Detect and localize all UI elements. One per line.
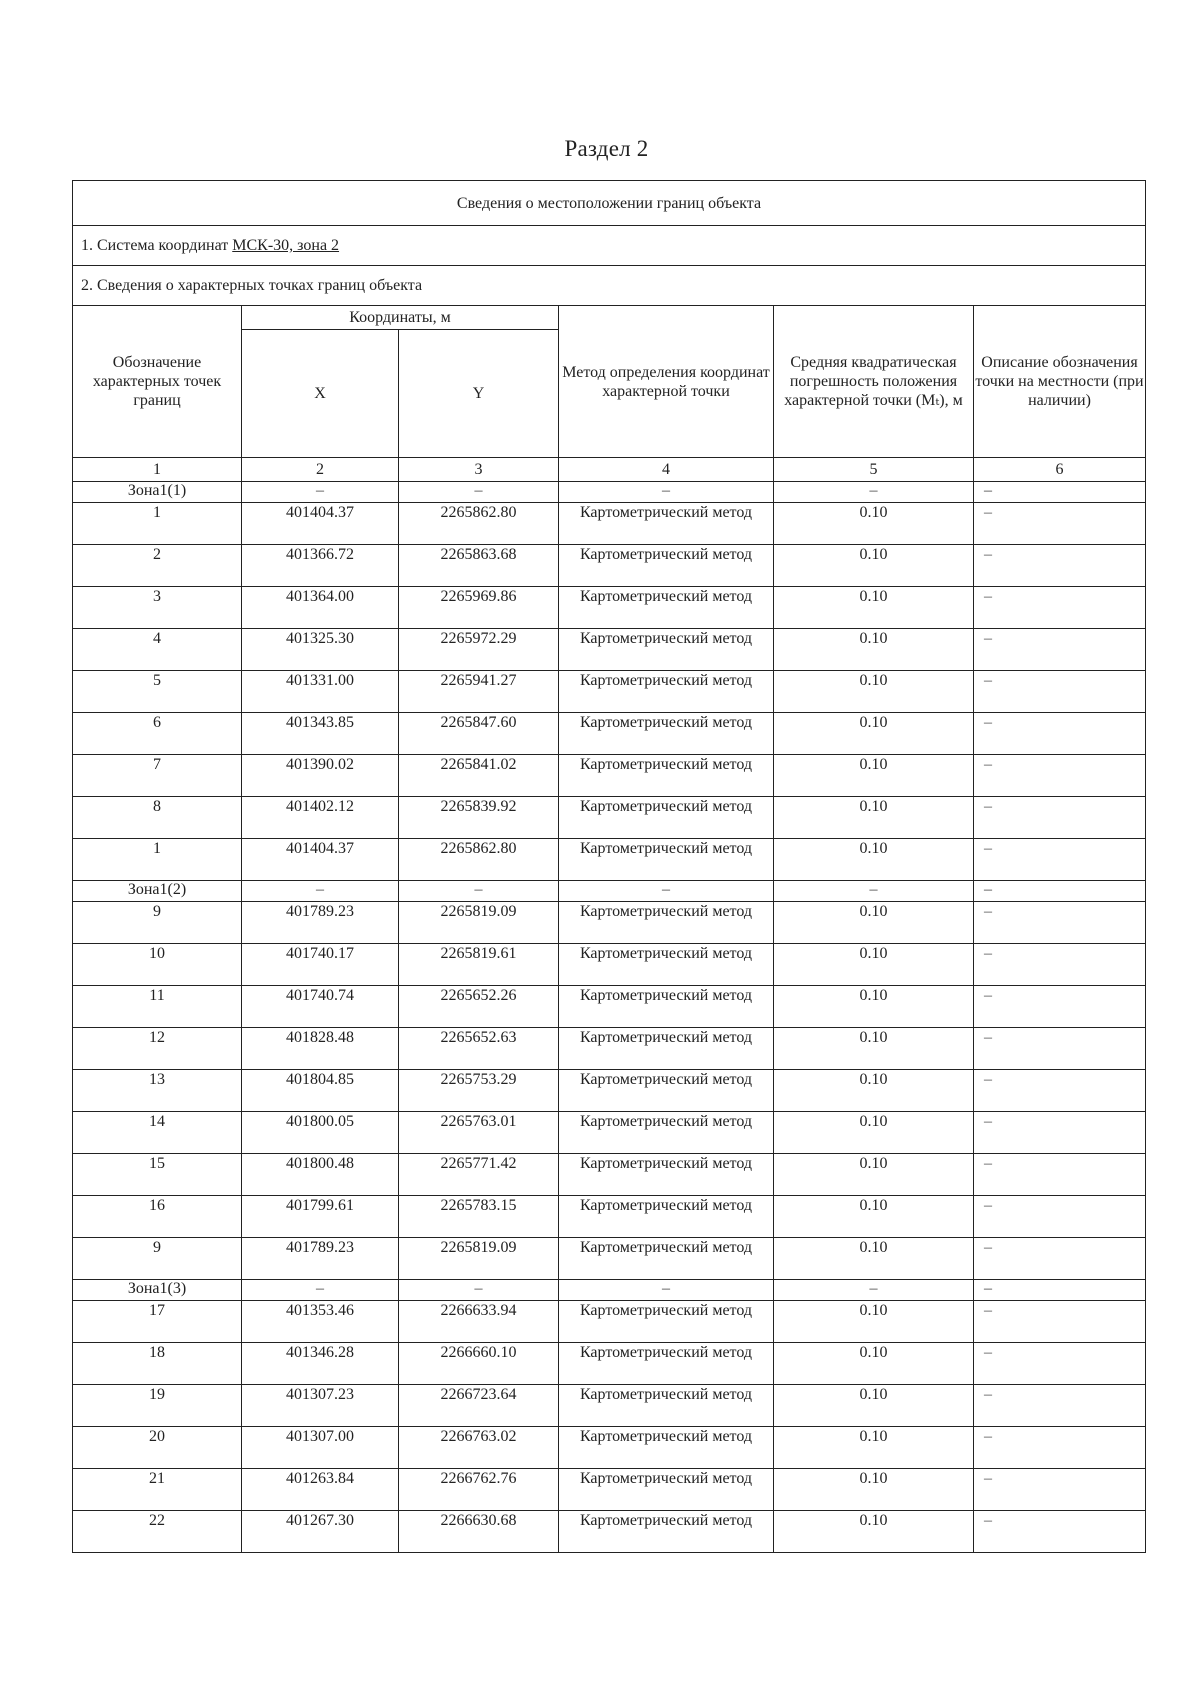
table-row <box>73 986 1146 1028</box>
x-coordinate: 401307.00 <box>242 1427 399 1469</box>
table-row <box>73 1511 1146 1553</box>
description: – <box>974 587 1146 629</box>
method-text: Картометрический метод <box>579 756 753 773</box>
y-coordinate: 2265841.02 <box>399 755 559 797</box>
point-number: 6 <box>73 713 242 755</box>
table-row <box>73 545 1146 587</box>
description: – <box>974 944 1146 986</box>
x-coordinate: 401263.84 <box>242 1469 399 1511</box>
coord-system-row <box>73 226 1146 266</box>
zone-dash: – <box>559 482 774 503</box>
y-coordinate: 2265763.01 <box>399 1112 559 1154</box>
x-coordinate: 401740.74 <box>242 986 399 1028</box>
x-coordinate: 401799.61 <box>242 1196 399 1238</box>
method-cell <box>559 1385 774 1427</box>
method-text: Картометрический метод <box>579 630 753 647</box>
error-value: 0.10 <box>774 1469 974 1511</box>
method-text: Картометрический метод <box>579 903 753 920</box>
error-value: 0.10 <box>774 797 974 839</box>
y-coordinate: 2265819.09 <box>399 902 559 944</box>
method-text: Картометрический метод <box>579 987 753 1004</box>
method-cell <box>559 986 774 1028</box>
error-value: 0.10 <box>774 839 974 881</box>
points-heading: 2. Сведения о характерных точках границ объекта <box>73 266 1146 306</box>
table-row <box>73 1238 1146 1280</box>
error-value: 0.10 <box>774 713 974 755</box>
method-cell <box>559 1070 774 1112</box>
method-text: Картометрический метод <box>579 1239 753 1256</box>
description: – <box>974 1385 1146 1427</box>
column-number: 4 <box>559 458 774 482</box>
zone-dash: – <box>974 881 1146 902</box>
zone-dash: – <box>559 881 774 902</box>
x-coordinate: 401390.02 <box>242 755 399 797</box>
x-coordinate: 401346.28 <box>242 1343 399 1385</box>
column-number: 1 <box>73 458 242 482</box>
zone-name: Зона1(3) <box>73 1280 242 1301</box>
point-number: 5 <box>73 671 242 713</box>
description: – <box>974 1469 1146 1511</box>
point-number: 21 <box>73 1469 242 1511</box>
error-value: 0.10 <box>774 944 974 986</box>
point-number: 17 <box>73 1301 242 1343</box>
description: – <box>974 986 1146 1028</box>
y-coordinate: 2265847.60 <box>399 713 559 755</box>
description: – <box>974 1238 1146 1280</box>
method-cell <box>559 1238 774 1280</box>
method-cell <box>559 1154 774 1196</box>
method-text: Картометрический метод <box>579 504 753 521</box>
point-number: 9 <box>73 1238 242 1280</box>
point-number: 1 <box>73 503 242 545</box>
error-value: 0.10 <box>774 1196 974 1238</box>
zone-row <box>73 482 1146 503</box>
zone-dash: – <box>242 1280 399 1301</box>
column-number: 2 <box>242 458 399 482</box>
table-row <box>73 629 1146 671</box>
point-number: 13 <box>73 1070 242 1112</box>
y-coordinate: 2265819.09 <box>399 1238 559 1280</box>
description: – <box>974 797 1146 839</box>
zone-dash: – <box>242 881 399 902</box>
method-text: Картометрический метод <box>579 1428 753 1445</box>
zone-row <box>73 1280 1146 1301</box>
coord-system-value: МСК-30, зона 2 <box>232 237 340 254</box>
method-cell <box>559 1112 774 1154</box>
column-numbers-row <box>73 458 1146 482</box>
x-coordinate: 401828.48 <box>242 1028 399 1070</box>
method-cell <box>559 1343 774 1385</box>
description: – <box>974 1070 1146 1112</box>
zone-dash: – <box>399 1280 559 1301</box>
point-number: 12 <box>73 1028 242 1070</box>
table-row <box>73 944 1146 986</box>
table-row <box>73 1070 1146 1112</box>
error-value: 0.10 <box>774 587 974 629</box>
method-cell <box>559 797 774 839</box>
table-row <box>73 797 1146 839</box>
error-value: 0.10 <box>774 1343 974 1385</box>
table-row <box>73 713 1146 755</box>
zone-name: Зона1(2) <box>73 881 242 902</box>
method-cell <box>559 587 774 629</box>
description: – <box>974 1511 1146 1553</box>
description: – <box>974 1196 1146 1238</box>
error-value: 0.10 <box>774 503 974 545</box>
zone-name: Зона1(1) <box>73 482 242 503</box>
method-text: Картометрический метод <box>579 798 753 815</box>
point-number: 1 <box>73 839 242 881</box>
y-coordinate: 2265941.27 <box>399 671 559 713</box>
y-coordinate: 2266763.02 <box>399 1427 559 1469</box>
table-row <box>73 671 1146 713</box>
x-coordinate: 401364.00 <box>242 587 399 629</box>
header-x: X <box>242 330 399 458</box>
point-number: 19 <box>73 1385 242 1427</box>
zone-dash: – <box>774 881 974 902</box>
point-number: 22 <box>73 1511 242 1553</box>
point-number: 4 <box>73 629 242 671</box>
method-text: Картометрический метод <box>579 1386 753 1403</box>
description: – <box>974 713 1146 755</box>
point-number: 11 <box>73 986 242 1028</box>
y-coordinate: 2265972.29 <box>399 629 559 671</box>
description: – <box>974 503 1146 545</box>
method-text: Картометрический метод <box>579 945 753 962</box>
y-coordinate: 2265819.61 <box>399 944 559 986</box>
header-error: Средняя квадратическая погрешность положения характерной точки (Mₜ), м <box>774 306 974 458</box>
method-text: Картометрический метод <box>579 1071 753 1088</box>
error-value: 0.10 <box>774 629 974 671</box>
zone-dash: – <box>774 482 974 503</box>
point-number: 8 <box>73 797 242 839</box>
method-text: Картометрический метод <box>579 1155 753 1172</box>
point-number: 20 <box>73 1427 242 1469</box>
method-cell <box>559 545 774 587</box>
description: – <box>974 1028 1146 1070</box>
error-value: 0.10 <box>774 1112 974 1154</box>
zone-dash: – <box>774 1280 974 1301</box>
zone-dash: – <box>399 482 559 503</box>
error-value: 0.10 <box>774 755 974 797</box>
point-number: 18 <box>73 1343 242 1385</box>
y-coordinate: 2265863.68 <box>399 545 559 587</box>
method-cell <box>559 1511 774 1553</box>
description: – <box>974 839 1146 881</box>
description: – <box>974 1154 1146 1196</box>
method-cell <box>559 1196 774 1238</box>
header-desc: Описание обозначения точки на местности (при наличии) <box>974 306 1146 458</box>
x-coordinate: 401789.23 <box>242 1238 399 1280</box>
method-cell <box>559 755 774 797</box>
point-number: 14 <box>73 1112 242 1154</box>
x-coordinate: 401343.85 <box>242 713 399 755</box>
description: – <box>974 1427 1146 1469</box>
table-row <box>73 1343 1146 1385</box>
zone-row <box>73 881 1146 902</box>
y-coordinate: 2266762.76 <box>399 1469 559 1511</box>
point-number: 15 <box>73 1154 242 1196</box>
description: – <box>974 902 1146 944</box>
error-value: 0.10 <box>774 1511 974 1553</box>
method-cell <box>559 902 774 944</box>
error-value: 0.10 <box>774 1154 974 1196</box>
error-value: 0.10 <box>774 671 974 713</box>
x-coordinate: 401325.30 <box>242 629 399 671</box>
y-coordinate: 2265753.29 <box>399 1070 559 1112</box>
description: – <box>974 545 1146 587</box>
error-value: 0.10 <box>774 1070 974 1112</box>
description: – <box>974 1343 1146 1385</box>
coord-system-label: 1. Система координат <box>81 237 233 254</box>
method-cell <box>559 1301 774 1343</box>
header-y: Y <box>399 330 559 458</box>
method-cell <box>559 1469 774 1511</box>
method-cell <box>559 839 774 881</box>
table-row <box>73 503 1146 545</box>
y-coordinate: 2266723.64 <box>399 1385 559 1427</box>
table-row <box>73 1196 1146 1238</box>
zone-dash: – <box>242 482 399 503</box>
y-coordinate: 2265652.63 <box>399 1028 559 1070</box>
zone-dash: – <box>399 881 559 902</box>
x-coordinate: 401789.23 <box>242 902 399 944</box>
x-coordinate: 401366.72 <box>242 545 399 587</box>
y-coordinate: 2266630.68 <box>399 1511 559 1553</box>
header-coords: Координаты, м <box>242 306 559 330</box>
column-number: 5 <box>774 458 974 482</box>
boundary-points-table <box>72 180 1146 1553</box>
method-text: Картометрический метод <box>579 1302 753 1319</box>
header-point: Обозначение характерных точек границ <box>73 306 242 458</box>
table-title: Сведения о местоположении границ объекта <box>73 181 1146 226</box>
point-number: 7 <box>73 755 242 797</box>
point-number: 3 <box>73 587 242 629</box>
x-coordinate: 401740.17 <box>242 944 399 986</box>
y-coordinate: 2265839.92 <box>399 797 559 839</box>
column-number: 6 <box>974 458 1146 482</box>
method-text: Картометрический метод <box>579 1113 753 1130</box>
x-coordinate: 401307.23 <box>242 1385 399 1427</box>
table-row <box>73 1112 1146 1154</box>
method-text: Картометрический метод <box>579 1344 753 1361</box>
y-coordinate: 2265862.80 <box>399 503 559 545</box>
error-value: 0.10 <box>774 986 974 1028</box>
description: – <box>974 629 1146 671</box>
description: – <box>974 671 1146 713</box>
x-coordinate: 401800.05 <box>242 1112 399 1154</box>
header-method: Метод определения координат характерной точки <box>559 306 774 458</box>
x-coordinate: 401331.00 <box>242 671 399 713</box>
y-coordinate: 2265862.80 <box>399 839 559 881</box>
method-cell <box>559 713 774 755</box>
point-number: 9 <box>73 902 242 944</box>
error-value: 0.10 <box>774 902 974 944</box>
table-row <box>73 1301 1146 1343</box>
table-row <box>73 1385 1146 1427</box>
y-coordinate: 2265969.86 <box>399 587 559 629</box>
y-coordinate: 2266660.10 <box>399 1343 559 1385</box>
method-cell <box>559 1427 774 1469</box>
table-body <box>73 181 1146 1553</box>
point-number: 16 <box>73 1196 242 1238</box>
x-coordinate: 401804.85 <box>242 1070 399 1112</box>
y-coordinate: 2265771.42 <box>399 1154 559 1196</box>
method-text: Картометрический метод <box>579 588 753 605</box>
error-value: 0.10 <box>774 1301 974 1343</box>
method-cell <box>559 503 774 545</box>
method-text: Картометрический метод <box>579 546 753 563</box>
error-value: 0.10 <box>774 1028 974 1070</box>
table-row <box>73 1469 1146 1511</box>
table-row <box>73 587 1146 629</box>
method-cell <box>559 1028 774 1070</box>
table-row <box>73 755 1146 797</box>
method-cell <box>559 944 774 986</box>
zone-dash: – <box>559 1280 774 1301</box>
x-coordinate: 401267.30 <box>242 1511 399 1553</box>
description: – <box>974 1112 1146 1154</box>
method-text: Картометрический метод <box>579 1029 753 1046</box>
point-number: 2 <box>73 545 242 587</box>
zone-dash: – <box>974 482 1146 503</box>
method-text: Картометрический метод <box>579 840 753 857</box>
method-text: Картометрический метод <box>579 672 753 689</box>
x-coordinate: 401404.37 <box>242 839 399 881</box>
error-value: 0.10 <box>774 545 974 587</box>
y-coordinate: 2265783.15 <box>399 1196 559 1238</box>
table-row <box>73 902 1146 944</box>
method-text: Картометрический метод <box>579 1197 753 1214</box>
y-coordinate: 2265652.26 <box>399 986 559 1028</box>
description: – <box>974 1301 1146 1343</box>
x-coordinate: 401800.48 <box>242 1154 399 1196</box>
point-number: 10 <box>73 944 242 986</box>
method-text: Картометрический метод <box>579 714 753 731</box>
table-row <box>73 839 1146 881</box>
table-row <box>73 1427 1146 1469</box>
y-coordinate: 2266633.94 <box>399 1301 559 1343</box>
description: – <box>974 755 1146 797</box>
method-text: Картометрический метод <box>579 1470 753 1487</box>
zone-dash: – <box>974 1280 1146 1301</box>
error-value: 0.10 <box>774 1427 974 1469</box>
method-text: Картометрический метод <box>579 1512 753 1529</box>
x-coordinate: 401353.46 <box>242 1301 399 1343</box>
section-title: Раздел 2 <box>564 136 649 161</box>
x-coordinate: 401402.12 <box>242 797 399 839</box>
error-value: 0.10 <box>774 1385 974 1427</box>
method-cell <box>559 671 774 713</box>
error-value: 0.10 <box>774 1238 974 1280</box>
table-row <box>73 1028 1146 1070</box>
table-row <box>73 1154 1146 1196</box>
column-number: 3 <box>399 458 559 482</box>
method-cell <box>559 629 774 671</box>
x-coordinate: 401404.37 <box>242 503 399 545</box>
